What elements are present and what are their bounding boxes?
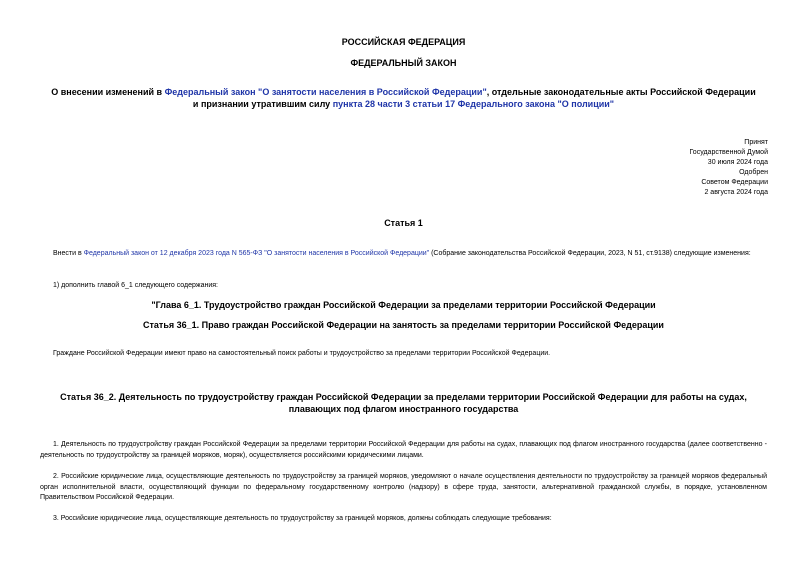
adoption-line: 2 августа 2024 года bbox=[704, 189, 768, 196]
adoption-line: Принят bbox=[744, 139, 768, 146]
article-36-1-title: Статья 36_1. Право граждан Российской Федерации на занятость за пределами территории Российской Федерации bbox=[143, 320, 664, 330]
adoption-line: Советом Федерации bbox=[701, 179, 768, 186]
paragraph-2-text: 2. Российские юридические лица, осуществляющие деятельность по трудоустройству за границей моряков, уведомляют о начале осуществления деятельности по трудоустройству за границей моряков федеральный орган исполнительной власти, осуществляющий функции по федеральному государственному контролю (надзору) в сфере труда, занятости, альтернативной гражданской службы, в порядке, установленном Правительством Российской Федерации. bbox=[40, 473, 767, 501]
article-36-1-text bbox=[40, 349, 767, 360]
law-type-heading: ФЕДЕРАЛЬНЫЙ ЗАКОН bbox=[350, 58, 457, 68]
law-title bbox=[48, 86, 759, 110]
paragraph-2 bbox=[40, 472, 767, 504]
title-link-police-law[interactable]: пункта 28 части 3 статьи 17 Федерального закона "О полиции" bbox=[332, 99, 615, 109]
paragraph-1-text: 1. Деятельность по трудоустройству граждан Российской Федерации за пределами территории Российской Федерации для работы на судах, плавающих под флагом иностранного государства (далее соответственно - деятельность по трудоустройству за границей моряков, моряк), осуществляется российскими юридическими лицами. bbox=[40, 441, 767, 459]
article-1-title: Статья 1 bbox=[384, 218, 423, 228]
country-heading: РОССИЙСКАЯ ФЕДЕРАЦИЯ bbox=[341, 37, 466, 47]
title-text-1: О внесении изменений в bbox=[51, 87, 165, 97]
paragraph-3 bbox=[40, 514, 767, 525]
intro-text-1: Внести в bbox=[53, 250, 84, 257]
adoption-line: Одобрен bbox=[739, 169, 768, 176]
intro-link-law-565[interactable]: Федеральный закон от 12 декабря 2023 года N 565-ФЗ "О занятости населения в Российской Федерации" bbox=[83, 250, 430, 257]
item-1-text: 1) дополнить главой 6_1 следующего содержания: bbox=[53, 282, 218, 289]
paragraph-3-text: 3. Российские юридические лица, осуществляющие деятельность по трудоустройству за границей моряков, должны соблюдать следующие требования: bbox=[53, 515, 552, 522]
title-link-employment-law[interactable]: Федеральный закон "О занятости населения в Российской Федерации" bbox=[164, 87, 487, 97]
chapter-6-1-title: "Глава 6_1. Трудоустройство граждан Российской Федерации за пределами территории Российской Федерации bbox=[151, 300, 656, 310]
adoption-line: Государственной Думой bbox=[689, 149, 768, 156]
intro-text-2: (Собрание законодательства Российской Федерации, 2023, N 51, ст.9138) следующие изменения: bbox=[429, 250, 751, 257]
article-1-intro bbox=[40, 249, 767, 260]
title-text-2: , отдельные законодательные акты Российской Федерации и признании утратившим силу bbox=[192, 87, 756, 109]
adoption-line: 30 июля 2024 года bbox=[707, 159, 768, 166]
article-1-item-1 bbox=[40, 281, 767, 292]
article-36-2-title: Статья 36_2. Деятельность по трудоустройству граждан Российской Федерации за пределами территории Российской Федерации для работы на судах, плавающих под флагом иностранного государства bbox=[60, 392, 747, 414]
adoption-block bbox=[568, 138, 768, 198]
paragraph-1 bbox=[40, 440, 767, 461]
art36-1-body: Граждане Российской Федерации имеют право на самостоятельный поиск работы и трудоустройство за пределами территории Российской Федерации. bbox=[53, 350, 551, 357]
